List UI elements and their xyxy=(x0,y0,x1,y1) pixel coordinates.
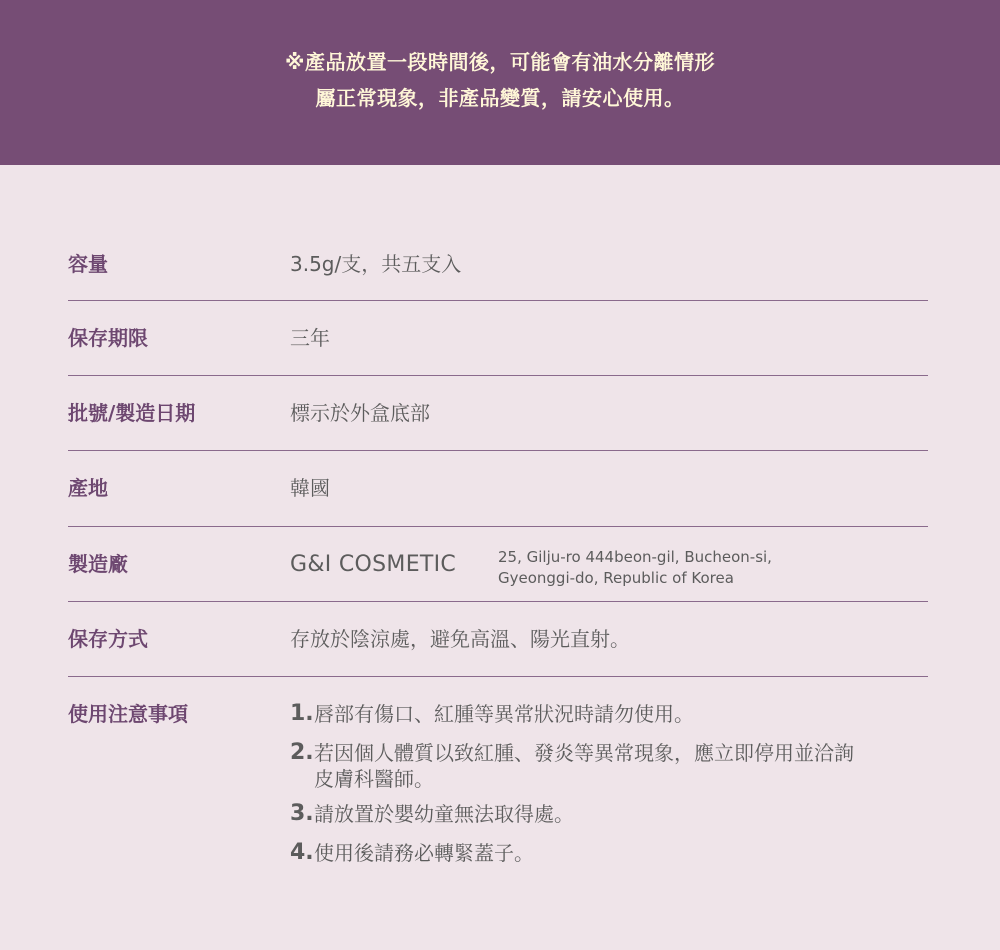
spec-label: 保存期限 xyxy=(68,326,148,350)
precaution-item xyxy=(290,736,856,792)
precautions-list xyxy=(290,697,910,875)
spec-label: 產地 xyxy=(68,476,108,500)
spec-row-batch-date xyxy=(68,376,928,451)
precaution-text: 請放置於嬰幼童無法取得處。 xyxy=(314,802,574,826)
spec-label: 容量 xyxy=(68,252,108,276)
spec-row-capacity xyxy=(68,227,928,301)
spec-row-shelf-life xyxy=(68,301,928,376)
precaution-text: 唇部有傷口、紅腫等異常狀況時請勿使用。 xyxy=(314,702,694,726)
spec-label: 保存方式 xyxy=(68,627,148,651)
manufacturer-address xyxy=(498,547,772,589)
precautions-label: 使用注意事項 xyxy=(68,702,188,726)
spec-label: 製造廠 xyxy=(68,552,128,576)
precaution-item xyxy=(290,697,910,731)
spec-value: 三年 xyxy=(290,326,330,350)
notice-line-2: 屬正常現象，非產品變質，請安心使用。 xyxy=(315,85,685,110)
spec-value: 標示於外盒底部 xyxy=(290,401,430,425)
spec-value: 存放於陰涼處，避免高溫、陽光直射。 xyxy=(290,627,630,651)
precaution-item xyxy=(290,797,910,831)
spec-label: 批號/製造日期 xyxy=(68,401,196,425)
notice-line-1: ※產品放置一段時間後，可能會有油水分離情形 xyxy=(285,49,715,74)
precaution-item xyxy=(290,836,910,870)
precaution-number: 3. xyxy=(290,801,314,826)
address-line-2: Gyeonggi-do, Republic of Korea xyxy=(498,569,734,587)
precaution-text: 若因個人體質以致紅腫、發炎等異常現象，應立即停用並洽詢皮膚科醫師。 xyxy=(314,741,854,791)
spec-row-storage xyxy=(68,602,928,677)
notice-banner xyxy=(0,0,1000,165)
spec-value: 3.5g/支，共五支入 xyxy=(290,252,462,276)
precaution-number: 2. xyxy=(290,740,314,765)
address-line-1: 25, Gilju-ro 444beon-gil, Bucheon-si, xyxy=(498,548,772,566)
precaution-text: 使用後請務必轉緊蓋子。 xyxy=(314,841,534,865)
spec-value: 韓國 xyxy=(290,476,330,500)
manufacturer-name: G&I COSMETIC xyxy=(290,552,457,577)
precaution-number: 4. xyxy=(290,840,314,865)
spec-row-origin xyxy=(68,451,928,527)
precaution-number: 1. xyxy=(290,701,314,726)
spec-row-manufacturer xyxy=(68,527,928,602)
